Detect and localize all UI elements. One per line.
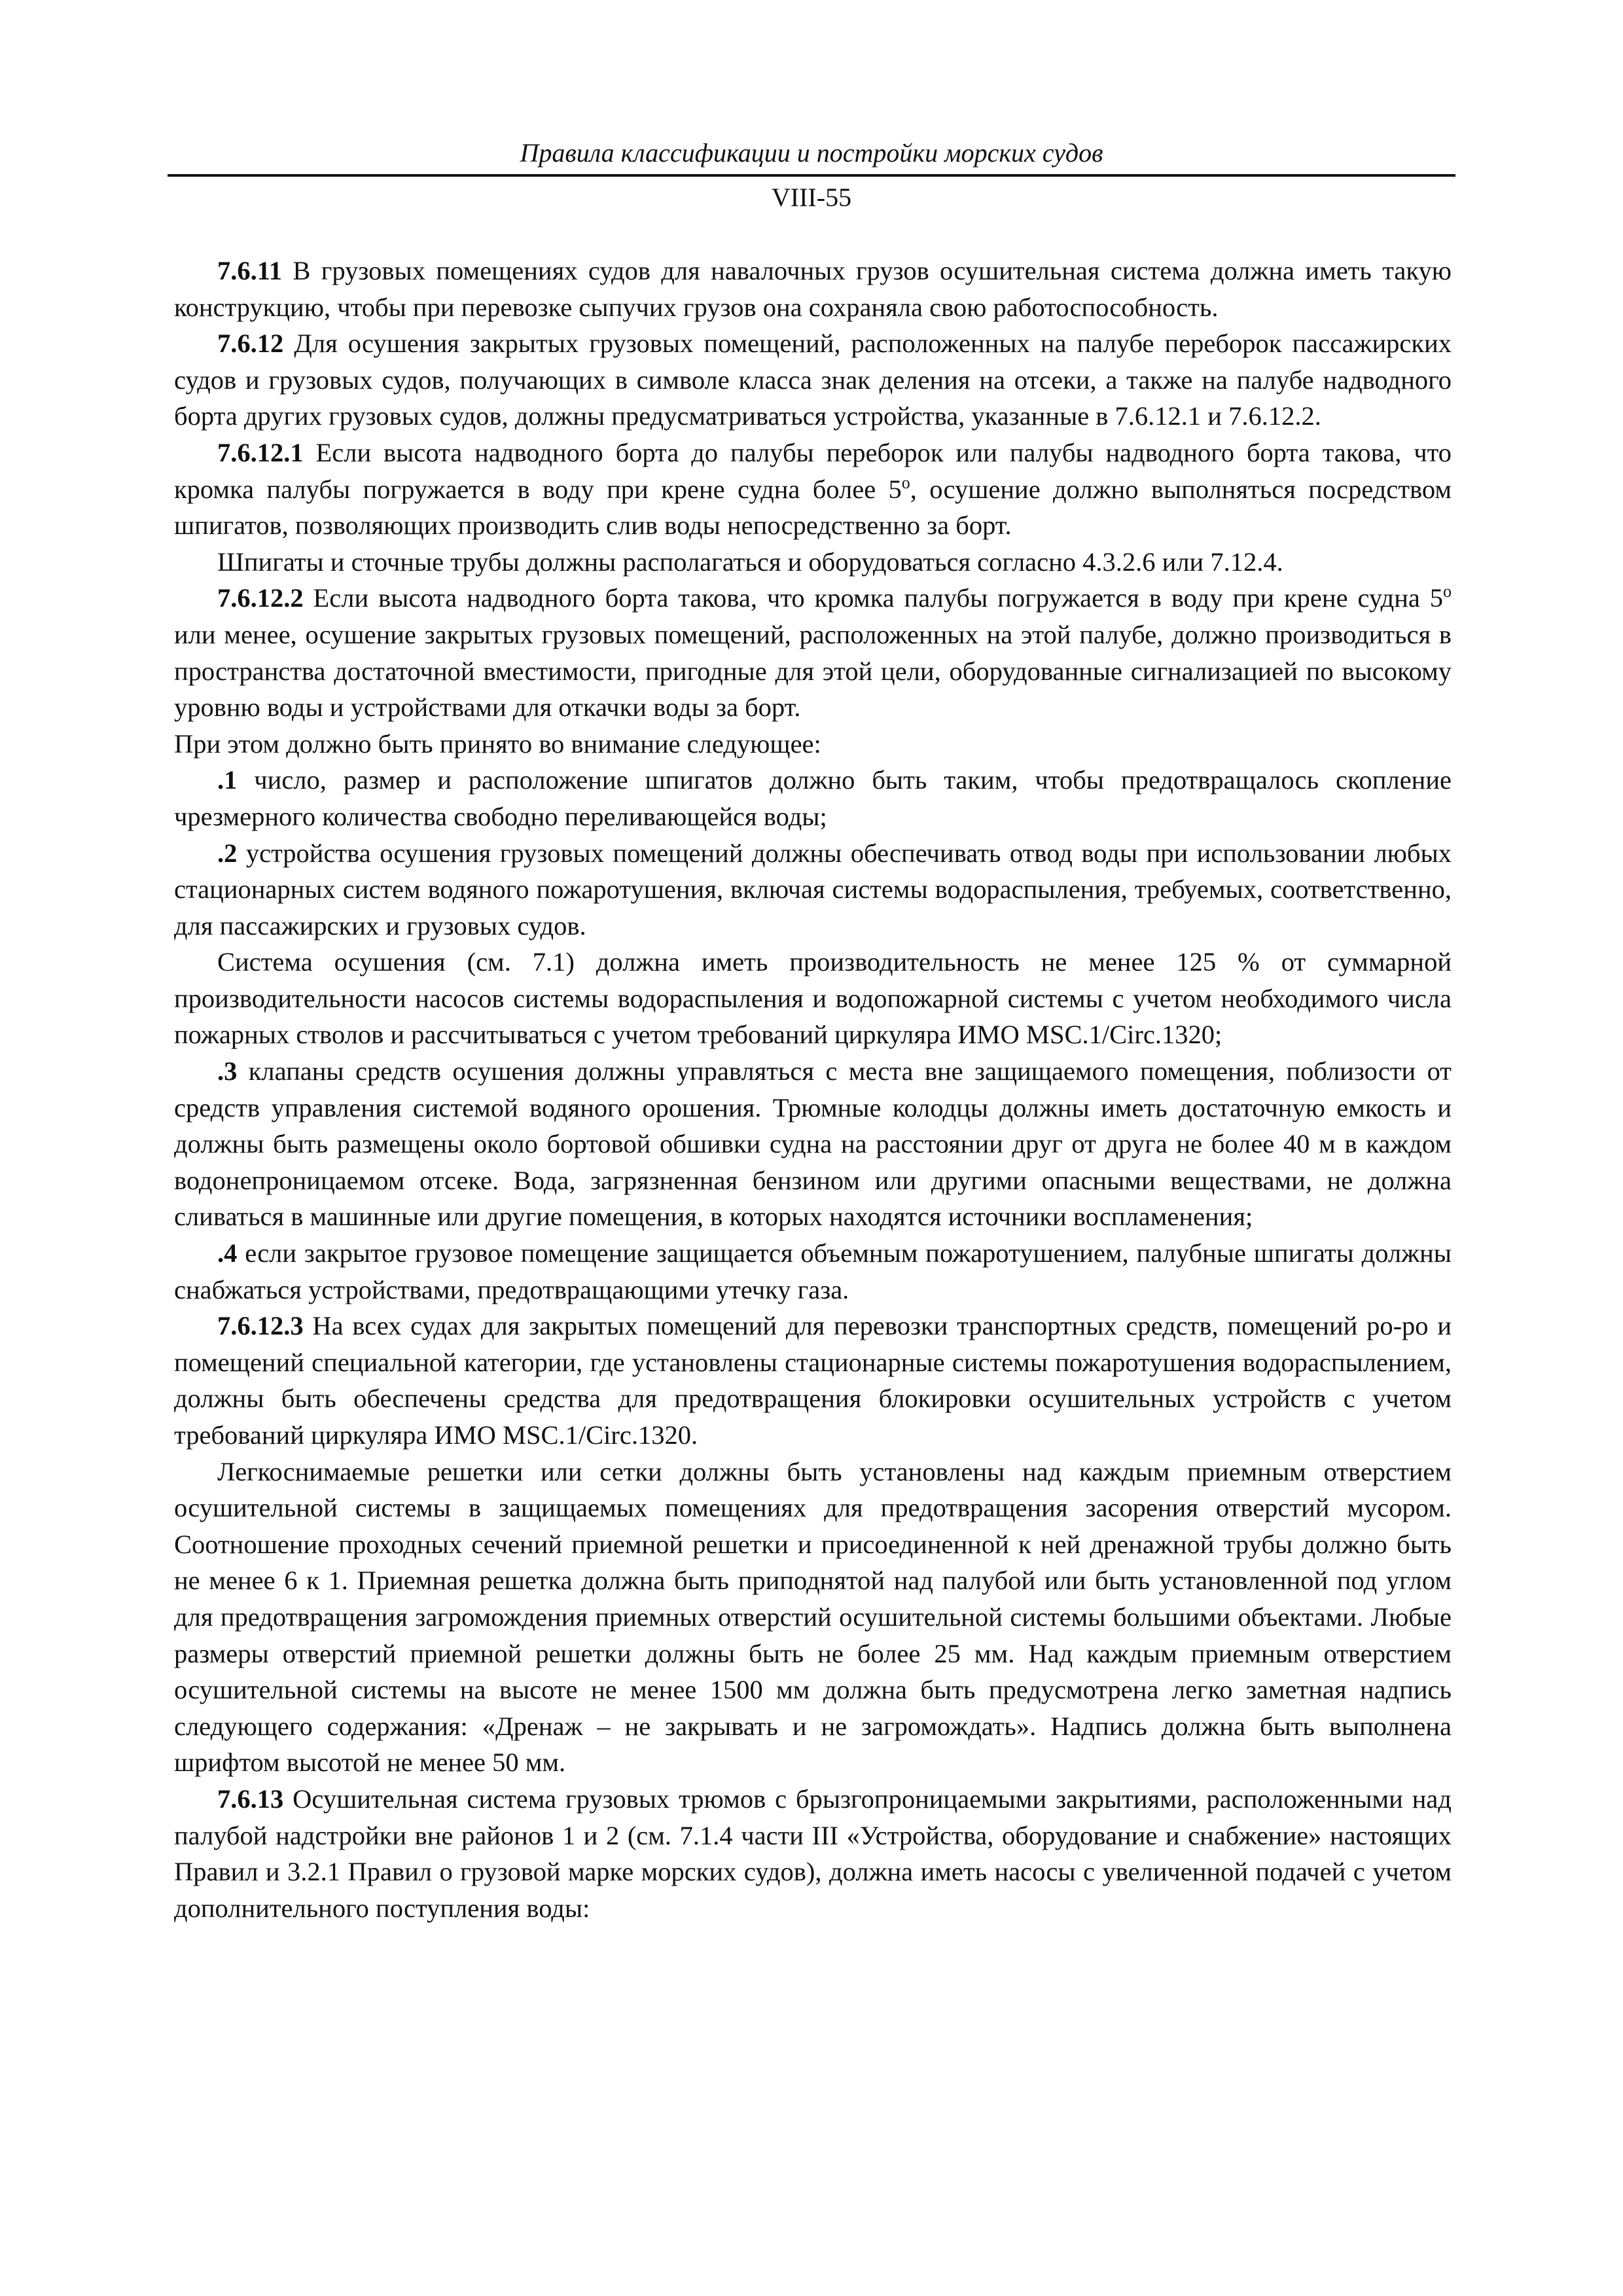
document-body — [174, 253, 1452, 1926]
paragraph-7-6-12-1 — [174, 435, 1452, 544]
paragraph-text: Шпигаты и сточные трубы должны располагаться и оборудоваться согласно 4.3.2.6 или 7.12.4. — [217, 547, 1283, 577]
clause-number: 7.6.12.1 — [217, 437, 304, 467]
paragraph-text: В грузовых помещениях судов для навалочных грузов осушительная система должна иметь такую конструкцию, чтобы при перевозке сыпучих грузов она сохраняла свою работоспособность. — [174, 256, 1452, 322]
running-header-title: Правила классификации и постройки морских судов — [520, 138, 1103, 168]
paragraph-drainage-capacity — [174, 944, 1452, 1053]
paragraph-gratings — [174, 1454, 1452, 1781]
degree-superscript: o — [901, 473, 910, 492]
list-number: .3 — [217, 1056, 238, 1086]
list-item-text: устройства осушения грузовых помещений должны обеспечивать отвод воды при использовании любых стационарных систем водяного пожаротушения, включая системы водораспыления, требуемых, соответственно, для пассажирских и грузовых судов. — [174, 838, 1452, 941]
paragraph-7-6-12-3 — [174, 1308, 1452, 1453]
list-number: .1 — [217, 765, 238, 795]
list-item-4 — [174, 1235, 1452, 1308]
paragraph-following — [174, 726, 1452, 762]
degree-superscript: o — [1443, 582, 1452, 601]
paragraph-text: Легкоснимаемые решетки или сетки должны быть установлены над каждым приемным отверстием осушительной системы в защищаемых помещениях для предотвращения засорения отверстий мусором. Соотношение проходных сечений приемной решетки и присоединенной к ней дренажной трубы должно быть не менее 6 к 1. Приемная решетка должна быть приподнятой над палубой или быть установленной под углом для предотвращения загромождения приемных отверстий осушительной системы большими объектами. Любые размеры отверстий приемной решетки должны быть не более 25 мм. Над каждым приемным отверстием осушительной системы на высоте не менее 1500 мм должна быть предусмотрена легко заметная надпись следующего содержания: «Дренаж – не закрывать и не загромождать». Надпись должна быть выполнена шрифтом высотой не менее 50 мм. — [174, 1456, 1452, 1778]
paragraph-text: На всех судах для закрытых помещений для перевозки транспортных средств, помещений ро-ро и помещений специальной категории, где установлены стационарные системы пожаротушения водораспылением, должны быть обеспечены средства для предотвращения блокировки осушительных устройств с учетом требований циркуляра ИМО MSC.1/Circ.1320. — [174, 1311, 1452, 1450]
paragraph-text-continued: , осушение должно выполняться посредством шпигатов, позволяющих производить слив воды непосредственно за борт. — [174, 474, 1452, 541]
list-item-1 — [174, 762, 1452, 834]
clause-number: 7.6.12 — [217, 329, 284, 359]
page-number: VIII-55 — [771, 183, 852, 212]
paragraph-7-6-11 — [174, 253, 1452, 325]
list-number: .4 — [217, 1238, 238, 1268]
header-divider — [168, 174, 1455, 177]
clause-number: 7.6.13 — [217, 1784, 284, 1814]
paragraph-text-continued: или менее, осушение закрытых грузовых помещений, расположенных на этой палубе, должно производиться в пространства достаточной вместимости, пригодные для этой цели, оборудованные сигнализацией по высокому уровню воды и устройствами для откачки воды за борт. — [174, 619, 1452, 723]
paragraph-7-6-12-2 — [174, 580, 1452, 725]
paragraph-text: Система осушения (см. 7.1) должна иметь производительность не менее 125 % от суммарной производительности насосов системы водораспыления и водопожарной системы с учетом необходимого числа пожарных стволов и рассчитываться с учетом требований циркуляра ИМО MSC.1/Circ.1320; — [174, 947, 1452, 1050]
list-item-text: если закрытое грузовое помещение защищается объемным пожаротушением, палубные шпигаты должны снабжаться устройствами, предотвращающими утечку газа. — [174, 1238, 1452, 1304]
paragraph-7-6-12 — [174, 325, 1452, 435]
list-item-3 — [174, 1053, 1452, 1235]
list-item-text: число, размер и расположение шпигатов должно быть таким, чтобы предотвращалось скопление чрезмерного количества свободно переливающейся воды; — [174, 765, 1452, 831]
list-number: .2 — [217, 838, 238, 868]
clause-number: 7.6.12.3 — [217, 1311, 304, 1341]
paragraph-text: Для осушения закрытых грузовых помещений, расположенных на палубе переборок пассажирских судов и грузовых судов, получающих в символе класса знак деления на отсеки, а также на палубе надводного борта других грузовых судов, должны предусматриваться устройства, указанные в 7.6.12.1 и 7.6.12.2. — [174, 329, 1452, 431]
paragraph-7-6-13 — [174, 1781, 1452, 1926]
clause-number: 7.6.12.2 — [217, 583, 304, 613]
paragraph-scuppers — [174, 544, 1452, 581]
paragraph-text: При этом должно быть принято во внимание следующее: — [174, 728, 821, 759]
list-item-text: клапаны средств осушения должны управляться с места вне защищаемого помещения, поблизости от средств управления системой водяного орошения. Трюмные колодцы должны иметь достаточную емкость и должны быть размещены около бортовой обшивки судна на расстоянии друг от друга не более 40 м в каждом водонепроницаемом отсеке. Вода, загрязненная бензином или другими опасными веществами, не должна сливаться в машинные или другие помещения, в которых находятся источники воспламенения; — [174, 1056, 1452, 1232]
list-item-2 — [174, 835, 1452, 944]
paragraph-text: Если высота надводного борта такова, что кромка палубы погружается в воду при крене судна 5 — [303, 583, 1443, 613]
paragraph-text: Осушительная система грузовых трюмов с брызгопроницаемыми закрытиями, расположенными над палубой надстройки вне районов 1 и 2 (см. 7.1.4 части III «Устройства, оборудование и снабжение» настоящих Правил и 3.2.1 Правил о грузовой марке морских судов), должна иметь насосы с увеличенной подачей с учетом дополнительного поступления воды: — [174, 1784, 1452, 1923]
paragraph-text: Если высота надводного борта до палубы переборок или палубы надводного борта такова, что кромка палубы погружается в воду при крене судна более 5 — [174, 437, 1452, 504]
clause-number: 7.6.11 — [217, 256, 283, 285]
